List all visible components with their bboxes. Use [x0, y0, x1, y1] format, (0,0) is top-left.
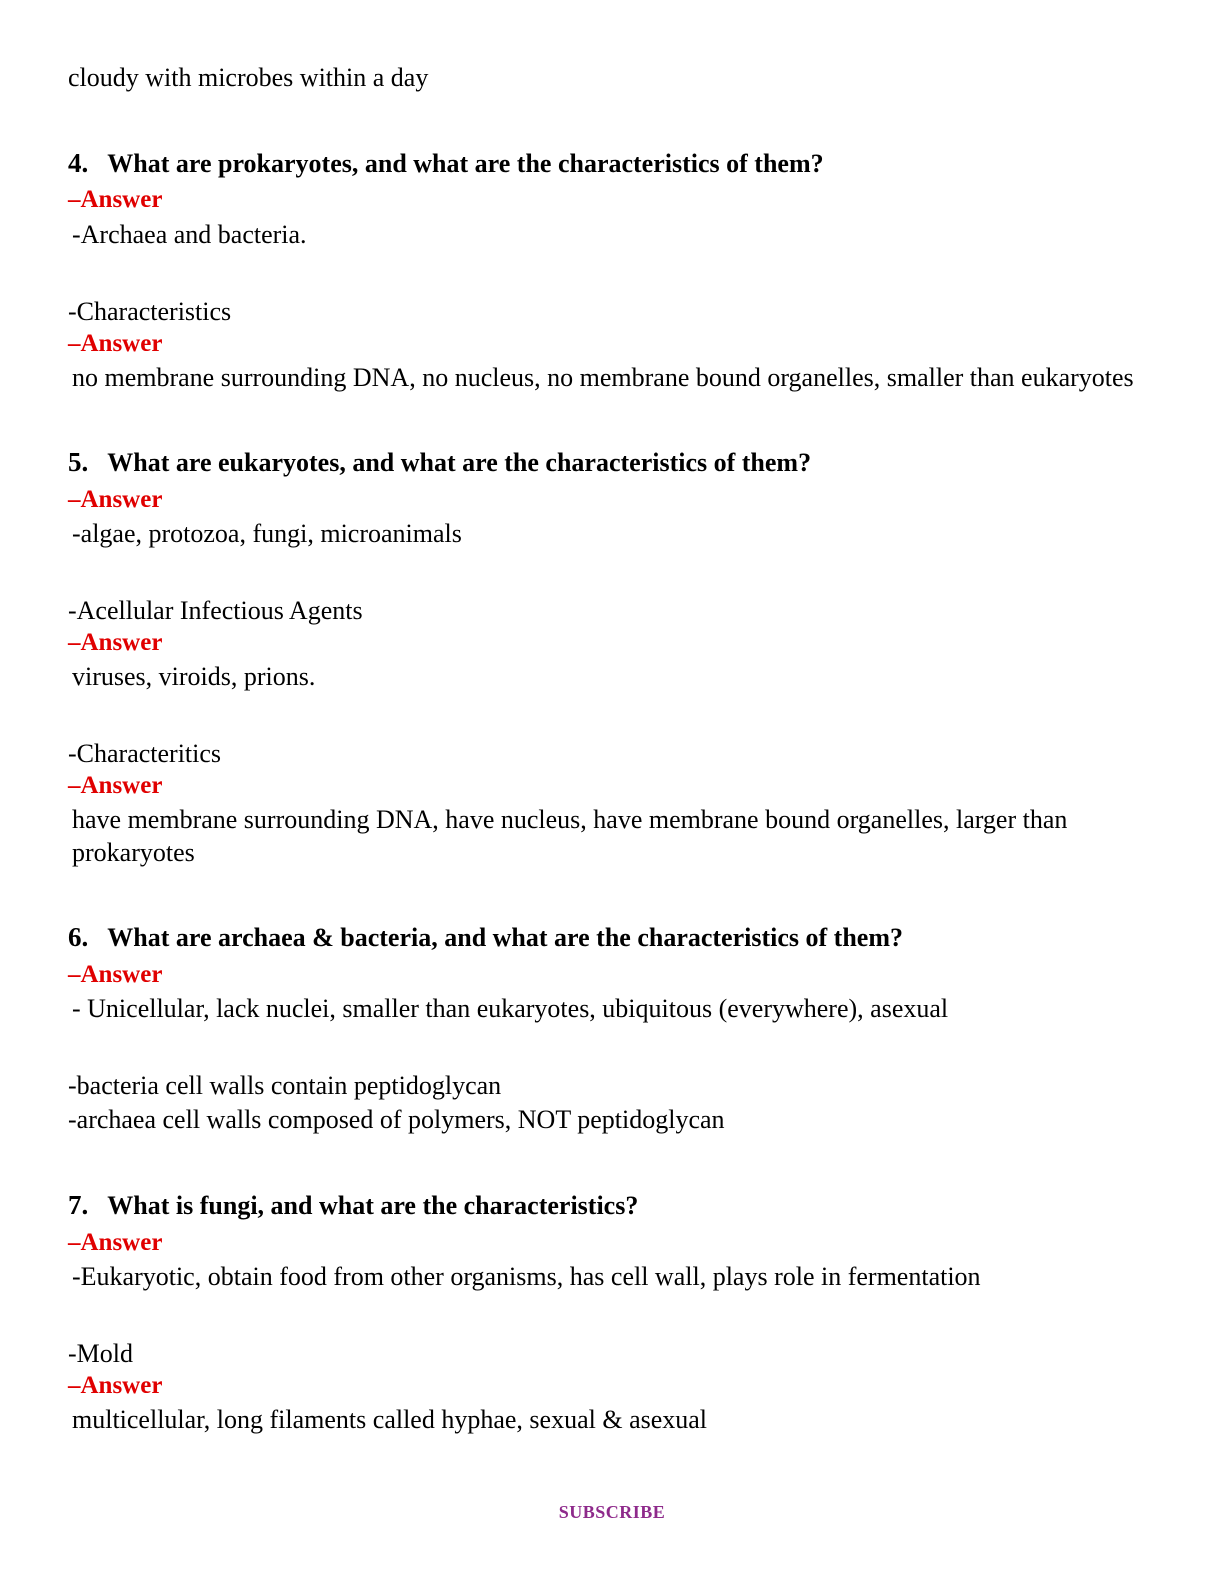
- sub-prompt: -Acellular Infectious Agents: [68, 595, 363, 625]
- page-footer: [68, 1502, 1156, 1553]
- question-text: What are eukaryotes, and what are the characteristics of them?: [107, 447, 812, 477]
- answer-label: –Answer: [68, 1372, 163, 1400]
- answer-label: –Answer: [68, 485, 163, 513]
- lead-text: cloudy with microbes within a day: [68, 63, 429, 92]
- spacer: [68, 693, 1156, 737]
- sub-prompt: -Characteristics: [68, 296, 232, 326]
- spacer: [68, 1293, 1156, 1337]
- extra-line: -archaea cell walls composed of polymers, NOT peptidoglycan: [68, 1105, 725, 1135]
- question-number: 4.: [68, 147, 89, 178]
- qa-block-4: [68, 147, 1156, 394]
- extra-line: -bacteria cell walls contain peptidoglycan: [68, 1071, 502, 1101]
- qa-block-7: [68, 1189, 1156, 1436]
- question-text: What is fungi, and what are the characteristics?: [107, 1191, 639, 1220]
- qa-block-5: [68, 446, 1156, 870]
- answer-label: –Answer: [68, 961, 163, 989]
- answer-text: no membrane surrounding DNA, no nucleus, no membrane bound organelles, smaller than eukaryotes: [72, 362, 1134, 392]
- answer-text: -Eukaryotic, obtain food from other organisms, has cell wall, plays role in fermentation: [72, 1262, 981, 1291]
- answer-label: –Answer: [68, 1228, 163, 1256]
- spacer: [68, 1025, 1156, 1069]
- question-number: 7.: [68, 1190, 89, 1220]
- question-number: 6.: [68, 922, 89, 953]
- answer-text: - Unicellular, lack nuclei, smaller than eukaryotes, ubiquitous (everywhere), asexual: [72, 994, 949, 1024]
- answer-label: –Answer: [68, 628, 163, 656]
- answer-text: -Archaea and bacteria.: [72, 219, 307, 249]
- question-heading: [68, 147, 1156, 181]
- question-heading: [68, 1189, 1156, 1223]
- answer-text: multicellular, long filaments called hyphae, sexual & asexual: [72, 1405, 708, 1435]
- qa-block-6: [68, 921, 1156, 1137]
- sub-prompt: -Characteritics: [68, 739, 222, 769]
- question-heading: [68, 446, 1156, 480]
- subscribe-link[interactable]: SUBSCRIBE: [558, 1502, 666, 1523]
- sub-prompt: -Mold: [68, 1339, 133, 1369]
- spacer: [68, 251, 1156, 295]
- answer-text: have membrane surrounding DNA, have nucleus, have membrane bound organelles, larger than prokaryotes: [72, 805, 1068, 868]
- answer-label: –Answer: [68, 329, 163, 357]
- question-text: What are archaea & bacteria, and what are the characteristics of them?: [107, 923, 903, 953]
- answer-label: –Answer: [68, 186, 163, 214]
- answer-text: -algae, protozoa, fungi, microanimals: [72, 518, 462, 548]
- question-heading: [68, 921, 1156, 955]
- spacer: [68, 550, 1156, 594]
- answer-text: viruses, viroids, prions.: [72, 662, 316, 692]
- question-number: 5.: [68, 446, 89, 477]
- answer-label: –Answer: [68, 772, 163, 800]
- question-text: What are prokaryotes, and what are the characteristics of them?: [107, 148, 824, 178]
